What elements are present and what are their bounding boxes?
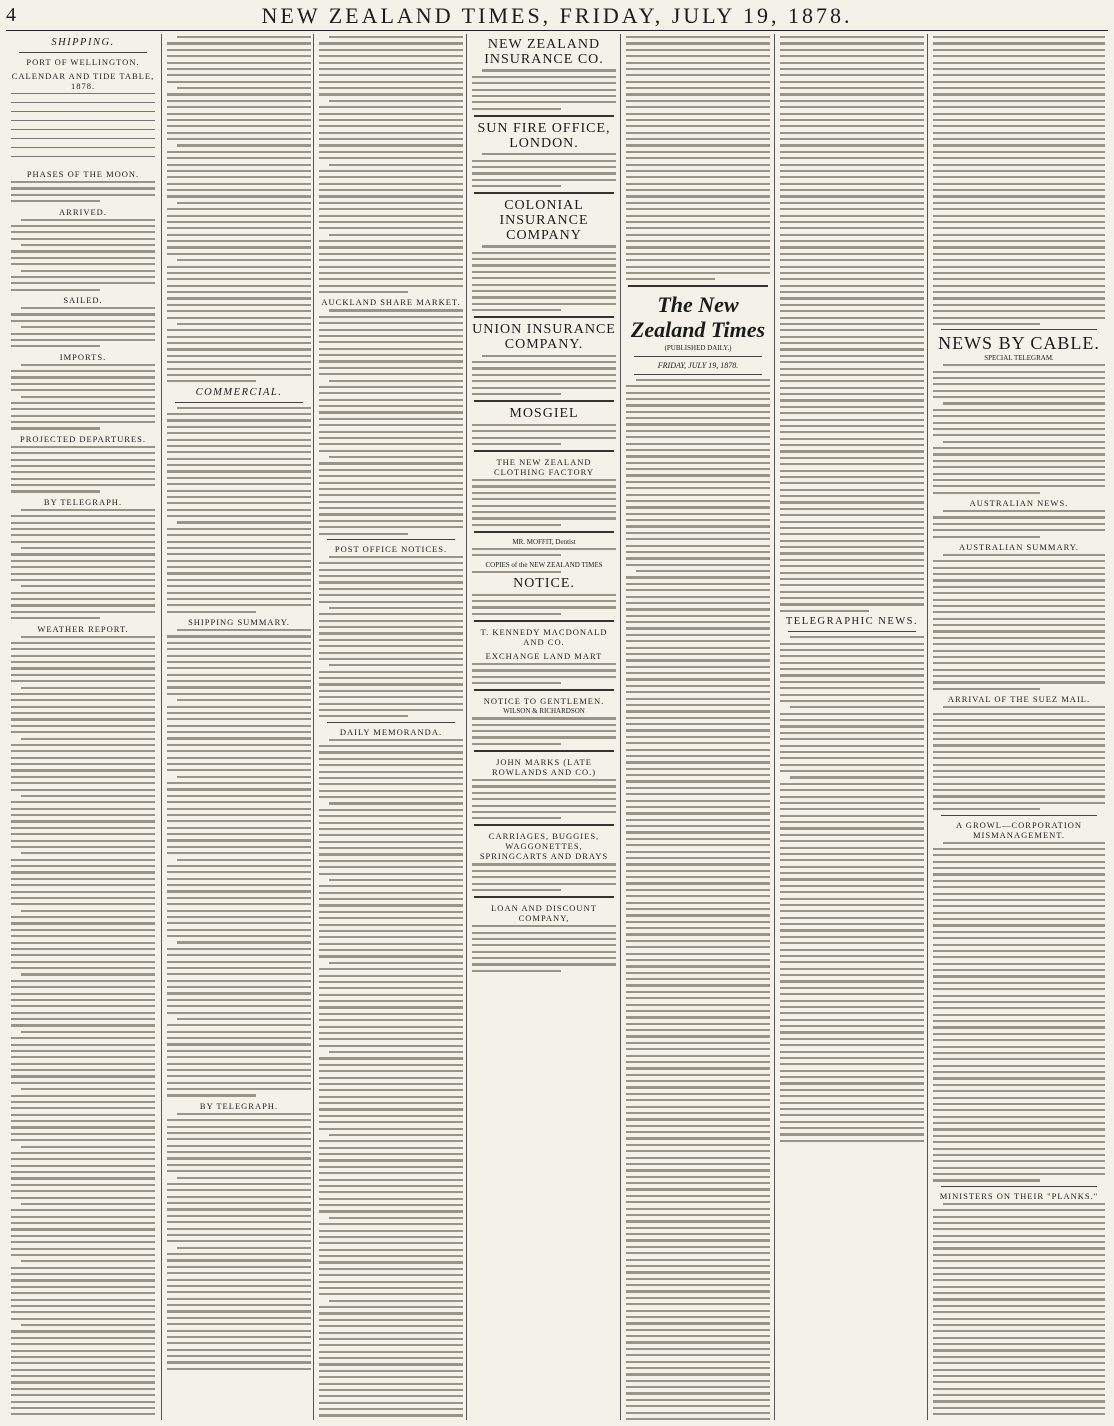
weather-report-heading: WEATHER REPORT.	[37, 623, 129, 634]
divider	[474, 192, 614, 194]
ad-text	[472, 779, 616, 819]
section-heading-commercial: COMMERCIAL.	[195, 386, 283, 398]
body-text	[933, 1203, 1105, 1420]
body-text	[167, 407, 311, 613]
australian-news-heading: AUSTRALIAN NEWS.	[969, 498, 1069, 509]
ad-text	[472, 69, 616, 109]
body-text	[11, 446, 155, 493]
divider	[634, 374, 762, 375]
body-text	[319, 309, 463, 534]
editorial-dateline: FRIDAY, JULY 19, 1878.	[657, 360, 739, 370]
shipping-summary-heading: SHIPPING SUMMARY.	[188, 617, 290, 627]
body-text	[933, 554, 1105, 690]
australian-summary-heading: AUSTRALIAN SUMMARY.	[959, 541, 1079, 552]
divider	[788, 631, 916, 632]
body-text	[933, 706, 1105, 810]
body-text	[167, 36, 311, 382]
daily-memoranda-heading: DAILY MEMORANDA.	[339, 726, 443, 737]
body-text	[933, 842, 1105, 1182]
editorial-masthead: The New Zealand Times	[630, 292, 766, 342]
ad-text	[472, 571, 616, 573]
ad-john-marks-title: JOHN MARKS (LATE ROWLANDS AND CO.)	[491, 757, 597, 777]
ad-carriages-title: CARRIAGES, BUGGIES, WAGGONETTES, SPRINGCARTS AND DRAYS	[479, 831, 609, 862]
editorial-published-daily: (PUBLISHED DAILY.)	[664, 343, 732, 352]
column-rule	[774, 34, 775, 1420]
body-text	[933, 36, 1105, 325]
section-heading-telegraphic-news: TELEGRAPHIC NEWS.	[785, 616, 919, 628]
divider	[474, 450, 614, 452]
arrived-heading: ARRIVED.	[59, 206, 107, 217]
divider	[327, 722, 455, 723]
body-text	[626, 379, 770, 1420]
ad-text	[472, 424, 616, 445]
column-5-editorial	[623, 34, 773, 1420]
section-heading-port: PORT OF WELLINGTON.	[26, 57, 140, 67]
column-3	[316, 34, 466, 1420]
masthead	[0, 0, 1114, 30]
divider	[941, 1186, 1097, 1187]
tide-table-title: CALENDAR AND TIDE TABLE, 1878.	[11, 71, 155, 91]
ad-exchange-title: EXCHANGE LAND MART	[485, 651, 603, 661]
ad-text	[472, 717, 616, 745]
telegraph-heading: BY TELEGRAPH.	[43, 496, 123, 507]
ad-copies: COPIES of the NEW ZEALAND TIMES	[485, 560, 603, 569]
divider	[628, 285, 768, 287]
body-text	[11, 364, 155, 430]
ad-text	[472, 925, 616, 972]
projected-departures-heading: PROJECTED DEPARTURES.	[20, 433, 146, 444]
divider	[474, 750, 614, 752]
ad-text	[472, 245, 616, 311]
divider	[19, 52, 147, 53]
body-text	[319, 556, 463, 718]
share-market-heading: AUCKLAND SHARE MARKET.	[321, 297, 461, 308]
ad-notice-title: NOTICE.	[513, 576, 575, 591]
ad-colonial-insurance-title: COLONIAL INSURANCE COMPANY	[499, 198, 589, 243]
ad-text	[472, 153, 616, 187]
growl-heading: A GROWL—CORPORATION MISMANAGEMENT.	[956, 819, 1082, 840]
column-rule	[161, 34, 162, 1420]
section-heading-news-by-cable: NEWS BY CABLE.	[938, 333, 1100, 354]
body-text	[626, 36, 770, 280]
body-text	[780, 636, 924, 1142]
body-text	[11, 219, 155, 291]
ad-loan-discount-title: LOAN AND DISCOUNT COMPANY,	[491, 903, 597, 924]
masthead-rule	[6, 30, 1108, 31]
body-text	[319, 36, 463, 293]
ad-clothing-factory-title: THE NEW ZEALAND CLOTHING FACTORY	[494, 457, 594, 478]
moon-phases-heading: PHASES OF THE MOON.	[26, 169, 140, 179]
divider	[474, 620, 614, 622]
body-text	[11, 509, 155, 620]
divider	[941, 329, 1097, 330]
ad-text	[472, 663, 616, 684]
body-text	[319, 739, 463, 1420]
column-7	[930, 34, 1108, 1420]
divider	[474, 400, 614, 402]
divider	[474, 689, 614, 691]
body-text	[11, 636, 155, 1421]
column-rule	[620, 34, 621, 1420]
column-4-advertisements	[469, 34, 619, 1420]
divider	[474, 316, 614, 318]
body-text	[933, 364, 1105, 494]
special-telegram-label: SPECIAL TELEGRAM.	[984, 354, 1054, 363]
suez-mail-heading: ARRIVAL OF THE SUEZ MAIL.	[947, 694, 1091, 705]
ad-nz-insurance-title: NEW ZEALAND INSURANCE CO.	[484, 37, 604, 67]
divider	[474, 115, 614, 117]
divider	[941, 815, 1097, 816]
column-2	[164, 34, 314, 1420]
body-text	[167, 629, 311, 1097]
body-text	[933, 510, 1105, 538]
section-heading-shipping: SHIPPING.	[51, 37, 115, 48]
body-text	[780, 36, 924, 612]
ad-text	[472, 863, 616, 891]
sailed-heading: SAILED.	[63, 295, 103, 305]
column-rule	[927, 34, 928, 1420]
ministers-planks-heading: MINISTERS ON THEIR "PLANKS."	[939, 1190, 1099, 1201]
telegraph-heading: BY TELEGRAPH.	[199, 1100, 279, 1111]
ad-sun-fire-title: SUN FIRE OFFICE, LONDON.	[477, 120, 611, 151]
ad-text	[472, 479, 616, 526]
imports-heading: IMPORTS.	[59, 351, 107, 362]
post-office-heading: POST OFFICE NOTICES.	[334, 543, 448, 554]
ad-wilson-richardson: WILSON & RICHARDSON	[503, 707, 585, 716]
divider	[474, 896, 614, 898]
ad-text	[472, 355, 616, 395]
body-text	[11, 181, 155, 202]
ad-union-insurance-title: UNION INSURANCE COMPANY.	[472, 322, 616, 352]
ad-text	[472, 548, 616, 557]
column-1	[8, 34, 158, 1420]
ad-mosgiel-title: MOSGIEL	[509, 406, 579, 422]
divider	[474, 531, 614, 533]
column-6	[777, 34, 927, 1420]
ad-kennedy-title: T. KENNEDY MACDONALD AND CO.	[480, 627, 608, 647]
ad-notice-gentlemen-title: NOTICE TO GENTLEMEN.	[483, 696, 605, 707]
body-text	[11, 307, 155, 347]
masthead-title: NEW ZEALAND TIMES, FRIDAY, JULY 19, 1878.	[261, 3, 853, 28]
ad-dentist: MR. MOFFIT, Dentist	[512, 537, 576, 546]
ad-text	[472, 594, 616, 615]
divider	[634, 356, 762, 357]
divider	[175, 402, 303, 403]
page-number: 4	[6, 4, 16, 26]
body-text	[167, 1113, 311, 1370]
divider	[474, 824, 614, 826]
column-rule	[466, 34, 467, 1420]
tide-table	[11, 93, 155, 165]
divider	[327, 539, 455, 540]
